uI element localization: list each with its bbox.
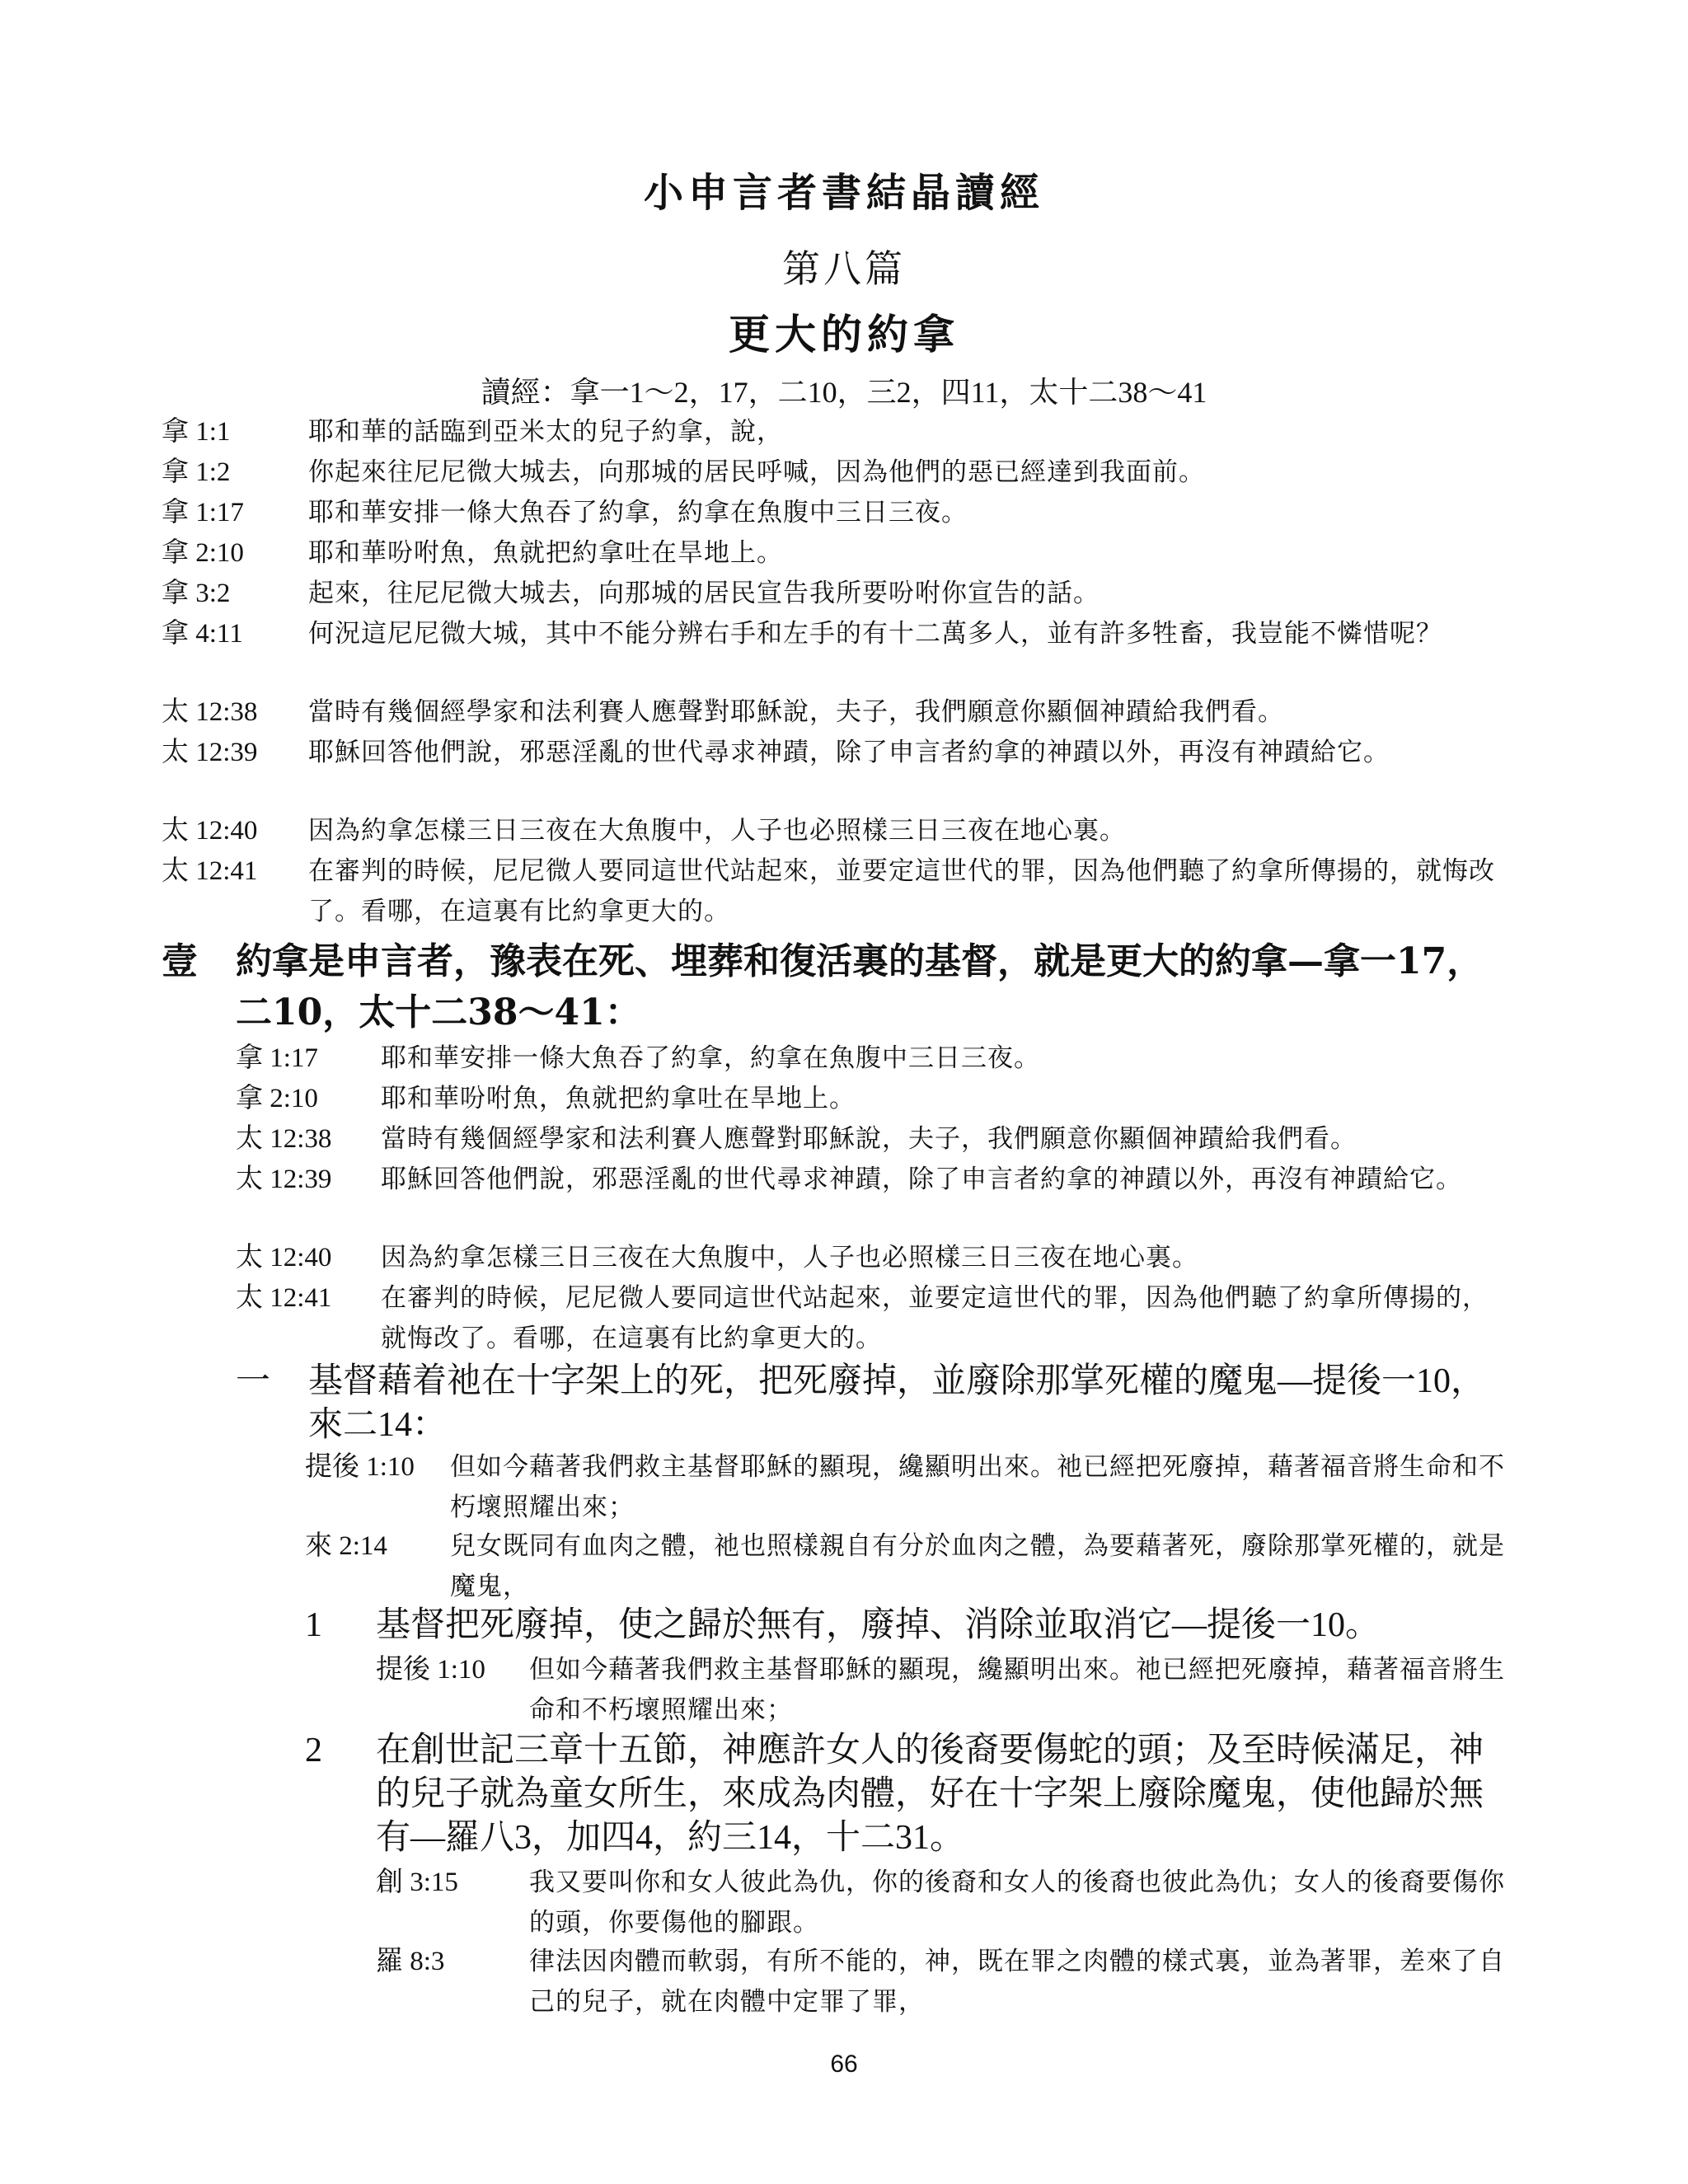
verse-text: 起來，往尼尼微大城去，向那城的居民宣告我所要吩咐你宣告的話。 (308, 579, 1100, 608)
verse-ref: 太 12:41 (236, 1283, 332, 1313)
outline-point-text: 約拿是申言者，豫表在死、埋葬和復活裏的基督，就是更大的約拿—拿一17，二10，太十二38～41： (236, 940, 1484, 1033)
verse-text: 耶和華安排一條大魚吞了約拿，約拿在魚腹中三日三夜。 (308, 498, 968, 527)
scripture-reading: 讀經：拿一1～2，17，二10，三2，四11，太十二38～41 (481, 376, 1207, 409)
outline-point-one (162, 936, 1513, 1038)
verse-row (376, 1650, 1513, 1731)
verse-text: 因為約拿怎樣三日三夜在大魚腹中，人子也必照樣三日三夜在地心裏。 (381, 1243, 1198, 1272)
message-number: 第八篇 (782, 246, 906, 291)
verse-ref: 拿 1:17 (162, 498, 244, 527)
verse-text: 因為約拿怎樣三日三夜在大魚腹中，人子也必照樣三日三夜在地心裏。 (308, 816, 1126, 846)
verse-text: 耶和華吩咐魚，魚就把約拿吐在旱地上。 (381, 1084, 856, 1113)
verse-text: 兒女既同有血肉之體，祂也照樣親自有分於血肉之體，為要藉著死，廢除那掌死權的，就是魔鬼， (450, 1531, 1505, 1601)
outline-subpoint-2 (305, 1729, 1513, 1860)
verse-ref: 拿 2:10 (162, 538, 244, 568)
verse-ref: 創 3:15 (376, 1868, 458, 1897)
verse-text: 耶穌回答他們說，邪惡淫亂的世代尋求神蹟，除了申言者約拿的神蹟以外，再沒有神蹟給它。 (381, 1165, 1462, 1194)
verse-ref: 拿 1:17 (236, 1043, 318, 1073)
verse-row (162, 533, 1513, 574)
verse-text: 當時有幾個經學家和法利賽人應聲對耶穌說，夫子，我們願意你顯個神蹟給我們看。 (381, 1124, 1357, 1154)
outline-subpoint-1 (305, 1604, 1513, 1647)
verse-ref: 太 12:39 (162, 738, 258, 767)
verse-ref: 羅 8:3 (376, 1947, 445, 1976)
verse-row (162, 733, 1513, 773)
verse-row (162, 574, 1513, 614)
verse-row (162, 692, 1513, 733)
verse-text: 耶和華吩咐魚，魚就把約拿吐在旱地上。 (308, 538, 783, 568)
verse-ref: 拿 3:2 (162, 579, 231, 608)
verse-text: 耶穌回答他們說，邪惡淫亂的世代尋求神蹟，除了申言者約拿的神蹟以外，再沒有神蹟給它。 (308, 738, 1390, 767)
verse-ref: 拿 4:11 (162, 619, 243, 649)
verse-ref: 拿 1:2 (162, 457, 231, 487)
verse-text: 當時有幾個經學家和法利賽人應聲對耶穌說，夫子，我們願意你顯個神蹟給我們看。 (308, 697, 1284, 727)
verse-text: 耶和華安排一條大魚吞了約拿，約拿在魚腹中三日三夜。 (381, 1043, 1040, 1073)
verse-text: 律法因肉體而軟弱，有所不能的，神，既在罪之肉體的樣式裏，並為著罪，差來了自己的兒子，就在肉體中定罪了罪， (529, 1947, 1505, 2017)
verse-ref: 太 12:40 (236, 1243, 332, 1272)
verse-ref: 來 2:14 (305, 1531, 387, 1561)
verse-row (162, 452, 1513, 493)
outline-subpoint-a (236, 1360, 1513, 1447)
verse-row (376, 1942, 1513, 2022)
verse-ref: 提後 1:10 (376, 1655, 485, 1685)
verse-ref: 太 12:38 (236, 1124, 332, 1154)
verse-row (376, 1863, 1513, 1943)
outline-marker: 2 (305, 1732, 322, 1769)
verse-row (305, 1526, 1513, 1607)
verse-row (236, 1119, 1513, 1160)
outline-text: 在創世記三章十五節，神應許女人的後裔要傷蛇的頭；及至時候滿足，神的兒子就為童女所生，來成為肉體，好在十字架上廢除魔鬼，使他歸於無有—羅八3，加四4，約三14，十二31。 (376, 1732, 1484, 1857)
verse-ref: 拿 1:1 (162, 417, 231, 447)
verse-text: 何況這尼尼微大城，其中不能分辨右手和左手的有十二萬多人，並有許多牲畜，我豈能不憐惜呢？ (308, 619, 1442, 649)
verse-text: 在審判的時候，尼尼微人要同這世代站起來，並要定這世代的罪，因為他們聽了約拿所傳揚的，就悔改了。看哪，在這裏有比約拿更大的。 (308, 856, 1495, 926)
verse-text: 耶和華的話臨到亞米太的兒子約拿，說， (308, 417, 783, 447)
verse-text: 你起來往尼尼微大城去，向那城的居民呼喊，因為他們的惡已經達到我面前。 (308, 457, 1205, 487)
verse-row (236, 1238, 1513, 1278)
verse-ref: 太 12:38 (162, 697, 258, 727)
verse-ref: 拿 2:10 (236, 1084, 318, 1113)
verse-ref: 太 12:41 (162, 856, 258, 886)
verse-ref: 太 12:39 (236, 1165, 332, 1194)
verse-text: 但如今藉著我們救主基督耶穌的顯現，纔顯明出來。祂已經把死廢掉，藉著福音將生命和不朽壞照耀出來； (450, 1452, 1505, 1522)
verse-ref: 提後 1:10 (305, 1452, 415, 1482)
outline-marker: 1 (305, 1606, 322, 1644)
verse-row (236, 1079, 1513, 1119)
verse-row (162, 614, 1513, 654)
verse-row (162, 412, 1513, 452)
message-title: 更大的約拿 (729, 311, 959, 359)
outline-numeral: 壹 (162, 940, 198, 982)
verse-text: 我又要叫你和女人彼此為仇，你的後裔和女人的後裔也彼此為仇；女人的後裔要傷你的頭，你要傷他的腳跟。 (529, 1868, 1505, 1938)
verse-ref: 太 12:40 (162, 816, 258, 846)
verse-text: 但如今藉著我們救主基督耶穌的顯現，纔顯明出來。祂已經把死廢掉，藉著福音將生命和不朽壞照耀出來； (529, 1655, 1505, 1725)
outline-marker: 一 (236, 1362, 271, 1400)
outline-text: 基督把死廢掉，使之歸於無有，廢掉、消除並取消它—提後一10。 (376, 1606, 1381, 1644)
verse-row (236, 1160, 1513, 1200)
verse-row (236, 1038, 1513, 1079)
verse-row (305, 1447, 1513, 1528)
verse-text: 在審判的時候，尼尼微人要同這世代站起來，並要定這世代的罪，因為他們聽了約拿所傳揚的，就悔改了。看哪，在這裏有比約拿更大的。 (381, 1283, 1489, 1353)
verse-row (162, 811, 1513, 851)
verse-row (236, 1278, 1513, 1359)
page-number: 66 (830, 2050, 858, 2078)
book-title: 小申言者書結晶讀經 (643, 170, 1044, 216)
verse-row (162, 851, 1513, 932)
outline-text: 基督藉着祂在十字架上的死，把死廢掉，並廢除那掌死權的魔鬼—提後一10，來二14： (308, 1362, 1486, 1444)
verse-row (162, 493, 1513, 533)
